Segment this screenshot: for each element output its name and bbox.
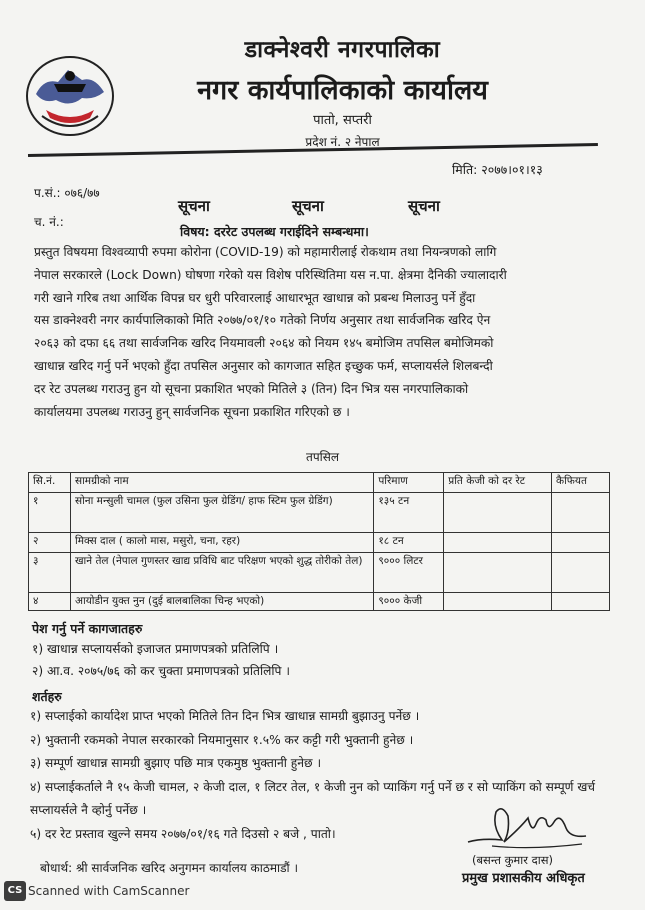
list-item: ५) दर रेट प्रस्ताव खुल्ने समय २०७७/०१/१६ गते दिउसो २ बजे , पातो। [30,826,336,841]
list-item: १) सप्लाईको कार्यादेश प्राप्त भएको मितिले तिन दिन भित्र खाधान्न सामग्री बुझाउनु पर्नेछ । [30,709,420,723]
table-header-row [29,473,610,493]
body-line: गरी खाने गरिब तथा आर्थिक विपन्न घर धुरी परिवारलाई आधारभूत खाधान्न को प्रबन्ध मिलाउनु पर्ने हुँदा [34,290,476,305]
body-line: प्रस्तुत विषयमा विश्वव्यापी रुपमा कोरोना (COVID-19) को महामारीलाई रोकथाम तथा नियन्त्रणको लागि [34,245,497,259]
cell-qty: ९००० केजी [374,593,444,611]
cell-remarks [552,493,610,533]
col-header-remarks: कैफियत [552,473,610,493]
items-table [28,472,610,611]
cell-item: आयोडीन युक्त नुन (दुई बालबालिका चिन्ह भएको) [70,593,373,611]
notice-body [34,241,618,423]
cell-qty: १८ टन [374,533,444,553]
col-header-sn: सि.नं. [29,473,71,493]
table-row [29,593,610,611]
camscanner-watermark: Scanned with CamScanner [28,884,190,898]
list-item: ४) सप्लाईकर्ताले नै १५ केजी चामल, २ केजी दाल, १ लिटर तेल, १ केजी नुन को प्याकिंग गर्नु पर्ने छ र सो प्याकिंग को सम्पूर्ण खर्च सप्लायर्सले नै व्होर्नु पर्नेछ । [30,779,596,817]
list-item: १) खाधान्न सप्लायर्सको इजाजत प्रमाणपत्रको प्रतिलिपि । [32,642,279,656]
signatory-title: प्रमुख प्रशासकीय अधिकृत [462,871,585,886]
municipality-name: डाक्नेश्वरी नगरपालिका [244,37,441,63]
letter-date: मिति: २०७७।०१।१३ [452,162,543,177]
list-item: २) आ.व. २०७५/७६ को कर चुक्ता प्रमाणपत्रको प्रतिलिपि । [32,664,290,678]
body-line: यस डाक्नेश्वरी नगर कार्यपालिकाको मिति २०७७/०१/१० गतेको निर्णय अनुसार तथा सार्वजनिक खरिद ऐन [34,313,491,328]
notice-word: सूचना [292,197,324,215]
signatory-name: (बसन्त कुमार दास) [472,853,553,867]
cell-sn: १ [29,493,71,533]
notice-word: सूचना [178,197,210,215]
body-line: नेपाल सरकारले (Lock Down) घोषणा गरेको यस विशेष परिस्थितिमा यस न.पा. क्षेत्रमा दैनिकी ज्यालादारी [34,267,507,282]
reference-number: प.सं.: ०७६/७७ [34,186,100,200]
table-row [29,553,610,593]
col-header-rate: प्रति केजी को दर रेट [444,473,552,493]
cell-sn: ३ [29,553,71,593]
body-line: २०६३ को दफा ६६ तथा सार्वजनिक खरिद नियमावली २०६४ को नियम १४५ बमोजिम तपसिल बमोजिमको [34,336,494,351]
cell-rate [444,533,552,553]
cell-remarks [552,533,610,553]
copy-to-line: बोधार्थ: श्री सार्वजनिक खरिद अनुगमन कार्यालय काठमाडौं । [40,861,299,875]
table-row [29,533,610,553]
cell-item: खाने तेल (नेपाल गुणस्तर खाद्य प्रविधि बाट परिक्षण भएको शुद्ध तोरीको तेल) [70,553,373,593]
documents-heading: पेश गर्नु पर्ने कागजातहरु [32,621,143,636]
cell-item: मिक्स दाल ( कालो मास, मसुरो, चना, रहर) [70,533,373,553]
table-row [29,493,610,533]
documents-list [32,638,602,682]
cell-qty: ९००० लिटर [374,553,444,593]
subject-line: विषय: दररेट उपलब्ध गराईदिने सम्बन्धमा। [180,224,369,239]
cell-sn: २ [29,533,71,553]
office-address: पातो, सप्तरी [313,113,372,128]
cell-remarks [552,553,610,593]
cell-rate [444,593,552,611]
cell-remarks [552,593,610,611]
body-line: कार्यालयमा उपलब्ध गराउनु हुन् सार्वजनिक सूचना प्रकाशित गरिएको छ । [34,404,350,419]
body-line: खाधान्न खरिद गर्नु पर्ने भएको हुँदा तपसिल अनुसार को कागजात सहित इच्छुक फर्म, सप्लायर्सले शिलबन्दी [34,358,493,373]
list-item: ३) सम्पूर्ण खाधान्न सामग्री बुझाए पछि मात्र एकमुष्ठ भुक्तानी हुनेछ । [30,756,322,770]
signature-mark [462,798,592,856]
cell-rate [444,493,552,533]
col-header-item: सामग्रीको नाम [70,473,373,493]
camscanner-logo: CS [4,881,26,901]
office-province: प्रदेश नं. २ नेपाल [305,135,380,149]
cell-qty: १३५ टन [374,493,444,533]
body-line: दर रेट उपलब्ध गराउनु हुन यो सूचना प्रकाशित भएको मितिले ३ (तिन) दिन भित्र यस नगरपालिकाको [34,381,469,396]
notice-word: सूचना [408,197,440,215]
schedule-title: तपसिल [305,450,339,464]
cell-item: सोना मन्सुली चामल (फुल उसिना फुल ग्रेडिंग/ हाफ स्टिम फुल ग्रेडिंग) [70,493,373,533]
faint-stamp [272,166,358,196]
dispatch-number: च. नं.: [34,215,64,229]
cell-rate [444,553,552,593]
list-item: २) भुक्तानी रकमको नेपाल सरकारको नियमानुसार १.५% कर कट्टी गरी भुक्तानी हुनेछ । [30,732,414,747]
conditions-heading: शर्तहरु [32,689,62,704]
col-header-qty: परिमाण [374,473,444,493]
cell-sn: ४ [29,593,71,611]
office-name: नगर कार्यपालिकाको कार्यालय [197,75,488,106]
